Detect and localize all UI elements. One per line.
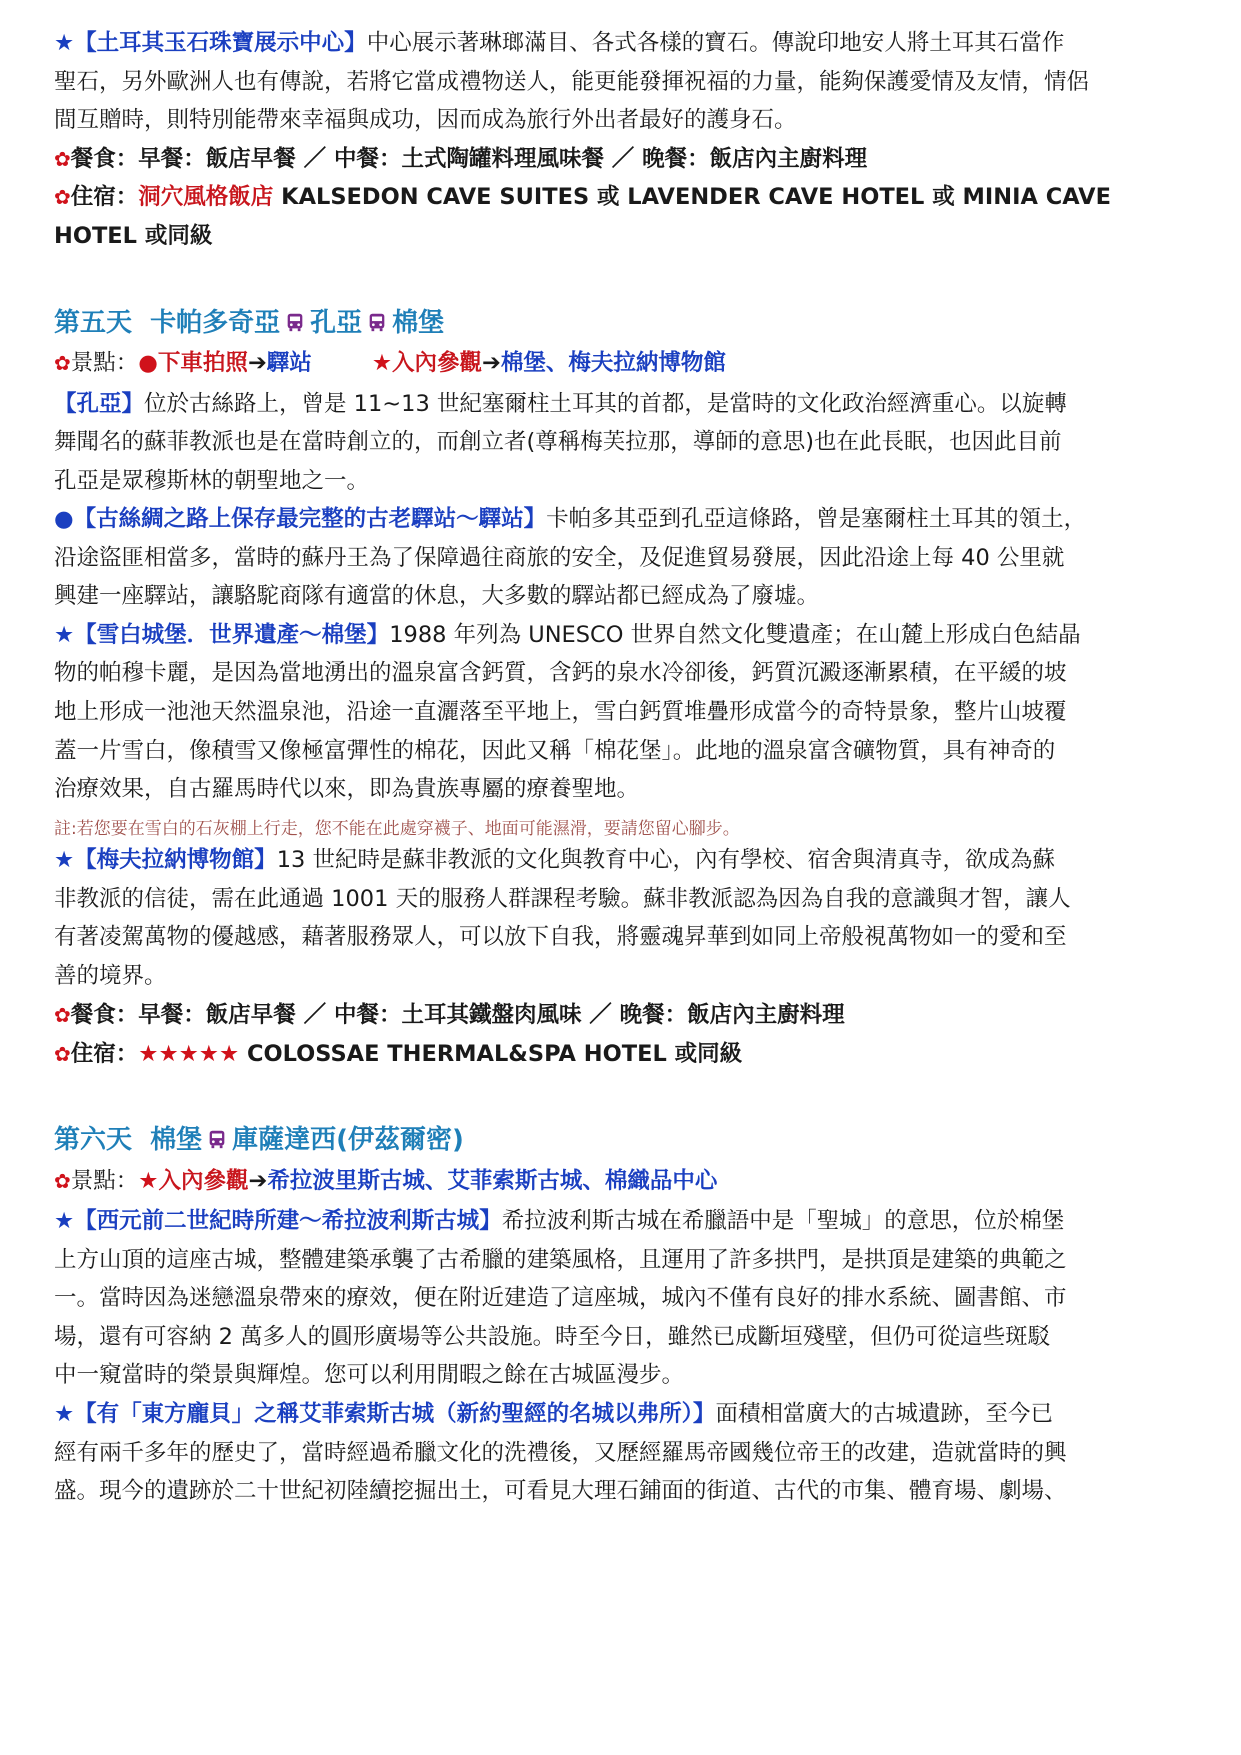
turquoise-center-paragraph [54,28,1184,58]
paragraph-line: 非教派的信徒，需在此通過 1001 天的服務人群課程考驗。蘇非教派認為因為自我的意識與才智，讓人 [54,886,1071,912]
flower-icon: ✿ [54,351,71,375]
route-stop: 棉堡 [392,308,445,338]
hierapolis-title: 【西元前二世紀時所建～希拉波利斯古城】 [74,1208,502,1234]
paragraph-text: 中心展示著琳瑯滿目、各式各樣的寶石。傳說印地安人將土耳其石當作 [366,30,1065,56]
paragraph-text: 1988 年列為 UNESCO 世界自然文化雙遺產；在山麓上形成白色結晶 [389,622,1081,648]
day5-meals [54,1000,1184,1030]
arrow-icon: ➔ [248,1168,268,1194]
paragraph-line: 舞聞名的蘇菲教派也是在當時創立的，而創立者(尊稱梅芙拉那，導師的意思)也在此長眠，也因此目前 [54,429,1062,455]
hierapolis-paragraph [54,1206,1184,1236]
meals-label: 餐食： [70,1002,139,1028]
enter-visit-places: 棉堡、梅夫拉納博物館 [500,350,726,376]
paragraph-line: 地上形成一池池天然溫泉池，沿途一直灑落至平地上，雪白鈣質堆疊形成當今的奇特景象，整片山坡覆 [54,699,1067,725]
paragraph-line: 有著凌駕萬物的優越感，藉著服務眾人，可以放下自我，將靈魂昇華到如同上帝般視萬物如一的愛和至 [54,924,1067,950]
arrow-icon: ➔ [247,350,267,376]
paragraph-line: 物的帕穆卡麗，是因為當地湧出的溫泉富含鈣質，含鈣的泉水冷卻後，鈣質沉澱逐漸累積，在平緩的坡 [54,660,1067,686]
meals-text: 早餐：飯店早餐 ／ 中餐：土式陶罐料理風味餐 ／ 晚餐：飯店內主廚料理 [138,146,868,172]
hotel-names: KALSEDON CAVE SUITES 或 LAVENDER CAVE HOTEL 或 MINIA CAVE [273,184,1111,210]
star-icon: ★ [54,1208,75,1234]
paragraph-line: 一。當時因為迷戀溫泉帶來的療效，便在附近建造了這座城，城內不僅有良好的排水系統、圖書館、市 [54,1285,1067,1311]
meals-line [54,144,1184,174]
day6-heading [54,1123,1184,1157]
dot-icon: ● [138,350,158,376]
konya-title: 【孔亞】 [54,391,145,417]
day5-hotel [54,1039,1184,1069]
hotel-label: 住宿： [70,184,139,210]
hotel-type: 洞穴風格飯店 [138,184,274,210]
enter-visit-label: 入內參觀 [391,350,482,376]
photo-stop-place: 驛站 [266,350,312,376]
paragraph-line: 上方山頂的這座古城，整體建築承襲了古希臘的建築風格，且運用了許多拱門，是拱頂是建築的典範之 [54,1247,1067,1273]
paragraph-line: 中一窺當時的榮景與輝煌。您可以利用閒暇之餘在古城區漫步。 [54,1362,685,1388]
pamukkale-note: 註:若您要在雪白的石灰棚上行走，您不能在此處穿襪子、地面可能濕滑，要請您留心腳步。 [54,819,740,839]
day-label: 第六天 [54,1125,133,1155]
star-icon: ★ [54,847,75,873]
paragraph-text: 卡帕多其亞到孔亞這條路，曾是塞爾柱土耳其的領土， [546,506,1087,532]
spots-label: 景點： [70,350,139,376]
paragraph-line: 沿途盜匪相當多，當時的蘇丹王為了保障過往商旅的安全，及促進貿易發展，因此沿途上每 40 公里就 [54,545,1065,571]
arrow-icon: ➔ [482,350,501,376]
photo-stop-label: 下車拍照 [157,350,248,376]
paragraph-line: 孔亞是眾穆斯林的朝聖地之一。 [54,468,370,494]
hotel-label: 住宿： [70,1041,139,1067]
paragraph-line: 興建一座驛站，讓駱駝商隊有適當的休息，大多數的驛站都已經成為了廢墟。 [54,583,820,609]
day6-spots [54,1166,1184,1196]
route-stop: 卡帕多奇亞 [150,308,281,338]
spots-label: 景點： [70,1168,139,1194]
star-icon: ★ [54,622,75,648]
bus-icon [284,311,306,333]
mevlana-paragraph [54,845,1184,875]
enter-visit-label: 入內參觀 [158,1168,249,1194]
ephesus-paragraph [54,1399,1184,1429]
star-icon: ★ [54,30,75,56]
enter-visit-places: 希拉波里斯古城、艾菲索斯古城、棉織品中心 [267,1168,718,1194]
paragraph-line: 場，還有可容納 2 萬多人的圓形廣場等公共設施。時至今日，雖然已成斷垣殘壁，但仍可從這些斑駁 [54,1324,1051,1350]
meals-label: 餐食： [70,146,139,172]
pamukkale-paragraph [54,620,1184,650]
star-icon: ★ [54,1401,75,1427]
paragraph-text: 位於古絲路上，曾是 11~13 世紀塞爾柱土耳其的首都，是當時的文化政治經濟重心。以旋轉 [144,391,1067,417]
caravanserai-paragraph [54,504,1184,534]
flower-icon: ✿ [54,147,71,171]
paragraph-line: 間互贈時，則特別能帶來幸福與成功，因而成為旅行外出者最好的護身石。 [54,107,797,133]
paragraph-text: 13 世紀時是蘇非教派的文化與教育中心，內有學校、宿舍與清真寺，欲成為蘇 [276,847,1055,873]
turquoise-center-title: 【土耳其玉石珠寶展示中心】 [74,30,367,56]
paragraph-line: 經有兩千多年的歷史了，當時經過希臘文化的洗禮後，又歷經羅馬帝國幾位帝王的改建，造就當時的興 [54,1440,1067,1466]
hotel-star-rating: ★★★★★ [138,1041,240,1067]
star-icon: ★ [371,350,392,376]
konya-paragraph [54,389,1184,419]
route-stop: 庫薩達西(伊茲爾密) [232,1125,464,1155]
paragraph-line: 善的境界。 [54,963,167,989]
hotel-name: COLOSSAE THERMAL&SPA HOTEL 或同級 [239,1041,743,1067]
paragraph-line: 盛。現今的遺跡於二十世紀初陸續挖掘出土，可看見大理石鋪面的街道、古代的市集、體育場、劇場、 [54,1478,1067,1504]
hotel-line-continued: HOTEL 或同級 [54,223,213,249]
day5-spots [54,348,1184,378]
hotel-line [54,182,1184,212]
meals-text: 早餐：飯店早餐 ／ 中餐：土耳其鐵盤肉風味 ／ 晚餐：飯店內主廚料理 [138,1002,845,1028]
paragraph-text: 面積相當廣大的古城遺跡，至今已 [715,1401,1053,1427]
caravanserai-title: 【古絲綢之路上保存最完整的古老驛站～驛站】 [73,506,547,532]
flower-icon: ✿ [54,185,71,209]
paragraph-text: 希拉波利斯古城在希臘語中是「聖城」的意思，位於棉堡 [501,1208,1065,1234]
route-stop: 棉堡 [150,1125,203,1155]
ephesus-title: 【有「東方龐貝」之稱艾菲索斯古城（新約聖經的名城以弗所）】 [74,1401,716,1427]
bus-icon [366,311,388,333]
paragraph-line: 聖石，另外歐洲人也有傳說，若將它當成禮物送人，能更能發揮祝福的力量，能夠保護愛情及友情，情侶 [54,69,1090,95]
star-icon: ★ [138,1168,159,1194]
pamukkale-title: 【雪白城堡．世界遺產～棉堡】 [74,622,390,648]
dot-icon: ● [54,506,74,532]
day-label: 第五天 [54,308,133,338]
bus-icon [206,1128,228,1150]
mevlana-title: 【梅夫拉納博物館】 [74,847,277,873]
flower-icon: ✿ [54,1042,71,1066]
route-stop: 孔亞 [310,308,363,338]
paragraph-line: 蓋一片雪白，像積雪又像極富彈性的棉花，因此又稱「棉花堡」。此地的溫泉富含礦物質，具有神奇的 [54,738,1056,764]
flower-icon: ✿ [54,1003,71,1027]
flower-icon: ✿ [54,1169,71,1193]
paragraph-line: 治療效果，自古羅馬時代以來，即為貴族專屬的療養聖地。 [54,776,640,802]
day5-heading [54,306,1184,340]
